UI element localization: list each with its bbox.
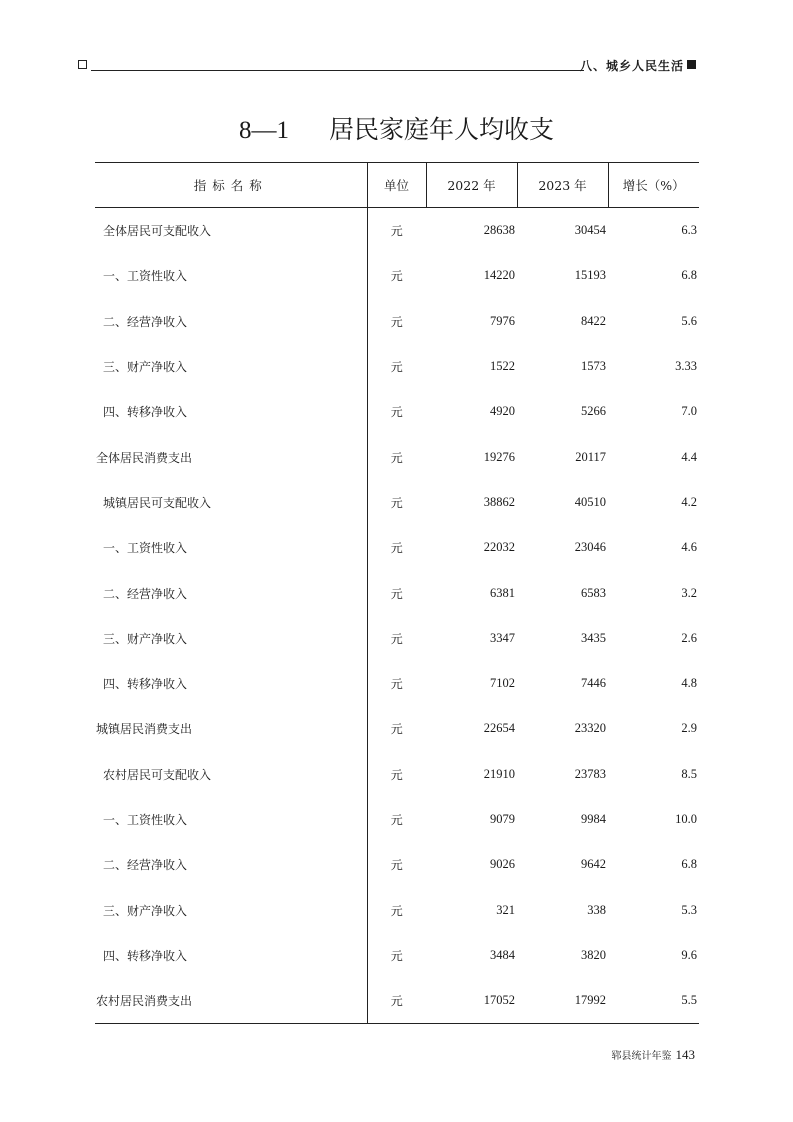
row-2023-cell: 23046 (574, 540, 606, 555)
table-title-text: 居民家庭年人均收支 (328, 115, 554, 144)
table-row (95, 616, 699, 661)
row-name-cell: 城镇居民消费支出 (96, 722, 193, 737)
row-growth-cell: 4.6 (681, 540, 697, 555)
row-2023-cell: 8422 (581, 313, 606, 328)
table-row (95, 842, 699, 887)
row-growth-cell: 4.4 (681, 449, 697, 464)
row-2023-cell: 20117 (575, 449, 606, 464)
column-header-growth: 增长（%） (608, 163, 699, 208)
row-2022-cell: 22032 (483, 540, 515, 555)
row-growth-cell: 6.8 (681, 268, 697, 283)
row-2023-cell: 30454 (574, 223, 606, 238)
row-2023-cell: 23783 (574, 766, 606, 781)
row-name-cell: 一、工资性收入 (103, 269, 188, 284)
table-row (95, 752, 699, 797)
row-2022-cell: 19276 (483, 449, 515, 464)
row-unit-cell: 元 (367, 253, 426, 298)
table-row (95, 344, 699, 389)
row-unit-cell: 元 (367, 434, 426, 479)
row-growth-cell: 5.3 (681, 902, 697, 917)
row-unit-cell: 元 (367, 208, 426, 254)
row-2022-cell: 14220 (483, 268, 515, 283)
row-2023-cell: 23320 (574, 721, 606, 736)
column-header-2023: 2023 年 (517, 163, 608, 208)
row-2023-cell: 1573 (581, 359, 606, 374)
row-2022-cell: 7102 (490, 676, 515, 691)
table-row (95, 706, 699, 751)
table-row (95, 570, 699, 615)
table-row (95, 299, 699, 344)
row-2022-cell: 21910 (483, 766, 515, 781)
row-name-cell: 全体居民可支配收入 (103, 224, 212, 239)
row-name-cell: 四、转移净收入 (103, 948, 188, 963)
row-name-cell: 城镇居民可支配收入 (103, 495, 212, 510)
row-name-cell: 三、财产净收入 (103, 903, 188, 918)
row-unit-cell: 元 (367, 570, 426, 615)
row-unit-cell: 元 (367, 661, 426, 706)
row-name-cell: 二、经营净收入 (103, 314, 188, 329)
row-2023-cell: 338 (587, 902, 606, 917)
row-unit-cell: 元 (367, 389, 426, 434)
yearbook-name: 郓县统计年鉴 (611, 1051, 672, 1062)
row-2023-cell: 7446 (581, 676, 606, 691)
row-unit-cell: 元 (367, 978, 426, 1024)
row-2022-cell: 321 (496, 902, 515, 917)
row-unit-cell: 元 (367, 887, 426, 932)
row-2023-cell: 40510 (574, 494, 606, 509)
row-2022-cell: 3484 (490, 947, 515, 962)
row-unit-cell: 元 (367, 344, 426, 389)
table-row (95, 887, 699, 932)
row-2023-cell: 6583 (581, 585, 606, 600)
row-2023-cell: 3435 (581, 630, 606, 645)
section-title: 八、城乡人民生活 (579, 59, 684, 73)
table-row (95, 480, 699, 525)
row-growth-cell: 9.6 (681, 947, 697, 962)
row-name-cell: 农村居民可支配收入 (103, 767, 212, 782)
table-row (95, 978, 699, 1024)
row-growth-cell: 6.8 (681, 857, 697, 872)
row-2023-cell: 9642 (581, 857, 606, 872)
row-growth-cell: 2.6 (681, 630, 697, 645)
row-unit-cell: 元 (367, 480, 426, 525)
row-growth-cell: 10.0 (675, 812, 697, 826)
row-growth-cell: 6.3 (681, 223, 697, 238)
column-header-name: 指标名称 (95, 163, 367, 208)
column-header-unit: 单位 (367, 163, 426, 208)
hollow-square-icon (78, 60, 87, 69)
row-unit-cell: 元 (367, 616, 426, 661)
row-name-cell: 一、工资性收入 (103, 541, 188, 556)
row-2023-cell: 15193 (574, 268, 606, 283)
row-name-cell: 二、经营净收入 (103, 858, 188, 873)
row-growth-cell: 7.0 (681, 404, 697, 419)
row-name-cell: 农村居民消费支出 (96, 994, 193, 1009)
table-title (0, 110, 793, 146)
row-2023-cell: 3820 (581, 947, 606, 962)
row-2022-cell: 4920 (490, 404, 515, 419)
row-growth-cell: 4.2 (681, 494, 697, 509)
row-2023-cell: 17992 (574, 993, 606, 1008)
row-name-cell: 三、财产净收入 (103, 631, 188, 646)
table-row (95, 208, 699, 254)
row-2022-cell: 38862 (483, 494, 515, 509)
row-2023-cell: 5266 (581, 404, 606, 419)
table-row (95, 253, 699, 298)
header-rule (91, 70, 584, 71)
row-name-cell: 一、工资性收入 (103, 813, 188, 827)
table-row (95, 661, 699, 706)
row-unit-cell: 元 (367, 797, 426, 842)
row-2022-cell: 7976 (490, 313, 515, 328)
row-growth-cell: 5.6 (681, 313, 697, 328)
row-growth-cell: 4.8 (681, 676, 697, 691)
row-growth-cell: 3.33 (675, 359, 697, 374)
row-2023-cell: 9984 (581, 812, 606, 826)
row-unit-cell: 元 (367, 706, 426, 751)
row-unit-cell: 元 (367, 752, 426, 797)
row-unit-cell: 元 (367, 525, 426, 570)
table-row (95, 389, 699, 434)
row-unit-cell: 元 (367, 299, 426, 344)
filled-square-icon (687, 60, 696, 69)
page-number: 143 (675, 1047, 695, 1062)
column-header-2022: 2022 年 (426, 163, 517, 208)
row-2022-cell: 28638 (483, 223, 515, 238)
row-2022-cell: 9026 (490, 857, 515, 872)
row-2022-cell: 1522 (490, 359, 515, 374)
row-2022-cell: 17052 (483, 993, 515, 1008)
row-growth-cell: 8.5 (681, 766, 697, 781)
page-footer (612, 1044, 696, 1063)
running-header (78, 58, 696, 74)
table-header-row (95, 163, 699, 208)
row-unit-cell: 元 (367, 842, 426, 887)
table-number: 8—1 (238, 117, 289, 144)
row-name-cell: 四、转移净收入 (103, 677, 188, 692)
row-name-cell: 四、转移净收入 (103, 405, 188, 420)
row-growth-cell: 2.9 (681, 721, 697, 736)
income-expenditure-table (95, 162, 699, 1024)
table-row (95, 933, 699, 978)
row-name-cell: 三、财产净收入 (103, 360, 188, 375)
row-growth-cell: 3.2 (681, 585, 697, 600)
row-2022-cell: 9079 (490, 812, 515, 826)
table-row (95, 797, 699, 842)
row-2022-cell: 22654 (483, 721, 515, 736)
row-2022-cell: 3347 (490, 630, 515, 645)
row-growth-cell: 5.5 (681, 993, 697, 1008)
row-2022-cell: 6381 (490, 585, 515, 600)
table-row (95, 525, 699, 570)
row-name-cell: 全体居民消费支出 (96, 450, 193, 465)
table-row (95, 434, 699, 479)
row-name-cell: 二、经营净收入 (103, 586, 188, 601)
row-unit-cell: 元 (367, 933, 426, 978)
